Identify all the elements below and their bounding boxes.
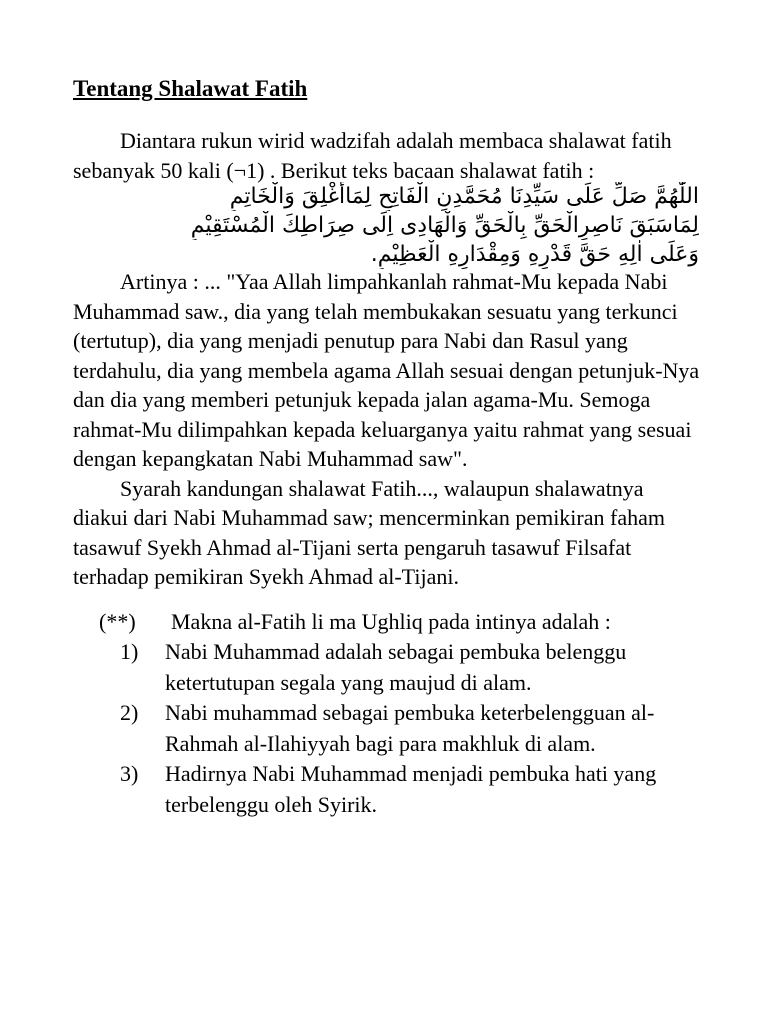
- list-item: [73, 698, 703, 759]
- list-item: [73, 759, 703, 820]
- note-heading: [73, 607, 703, 638]
- list-item-number: 2): [120, 700, 139, 725]
- note-mark: (**): [99, 608, 136, 634]
- list-item-text: Hadirnya Nabi Muhammad menjadi pembuka hati yang terbelenggu oleh Syirik.: [165, 761, 657, 817]
- arabic-line-2: لِمَاسَبَقَ نَاصِرِالْحَقِّ بِالْحَقِّ وَالْهَادِى اِلَى صِرَاطِكَ الْمُسْتَقِيْمِ: [190, 213, 699, 238]
- arabic-line-1: اللّٰهُمَّ صَلِّ عَلَى سَيِّدِنَا مُحَمَّدِنِ الْفَاتِحِ لِمَاأُغْلِقَ وَالْخَاتِمِ: [229, 184, 699, 209]
- note-list: [73, 637, 703, 820]
- document-title: Tentang Shalawat Fatih: [73, 76, 308, 101]
- list-item: [73, 637, 703, 698]
- document-page: [73, 74, 703, 820]
- list-item-number: 1): [120, 639, 139, 664]
- intro-paragraph: Diantara rukun wirid wadzifah adalah membaca shalawat fatih sebanyak 50 kali (¬1) . Berikut teks bacaan shalawat fatih :: [73, 128, 672, 183]
- list-item-number: 3): [120, 761, 139, 786]
- translation-paragraph: Artinya : ... "Yaa Allah limpahkanlah rahmat-Mu kepada Nabi Muhammad saw., dia yang telah membukakan sesuatu yang terkunci (tertutup), dia yang menjadi penutup para Nabi dan Rasul yang terdahulu, dia yang membela agama Allah sesuai dengan petunjuk-Nya dan dia yang memberi petunjuk kepada jalan agama-Mu. Semoga rahmat-Mu dilimpahkan kepada keluarganya yaitu rahmat yang sesuai dengan kepangkatan Nabi Muhammad saw".: [73, 269, 700, 471]
- note-heading-text: Makna al-Fatih li ma Ughliq pada intinya adalah :: [171, 608, 611, 634]
- arabic-line-3: وَعَلَى اٰلِهِ حَقَّ قَدْرِهِ وَمِقْدَارِهِ الْعَظِيْمِ.: [370, 242, 699, 267]
- note-section: [73, 607, 703, 821]
- syarah-paragraph: Syarah kandungan shalawat Fatih..., walaupun shalawatnya diakui dari Nabi Muhammad saw; mencerminkan pemikiran faham tasawuf Syekh Ahmad al-Tijani serta pengaruh tasawuf Filsafat terhadap pemikiran Syekh Ahmad al-Tijani.: [73, 475, 665, 589]
- list-item-text: Nabi muhammad sebagai pembuka keterbelengguan al-Rahmah al-Ilahiyyah bagi para makhluk di alam.: [165, 700, 655, 756]
- arabic-shalawat-text: [73, 182, 703, 269]
- list-item-text: Nabi Muhammad adalah sebagai pembuka belenggu ketertutupan segala yang maujud di alam.: [165, 639, 627, 695]
